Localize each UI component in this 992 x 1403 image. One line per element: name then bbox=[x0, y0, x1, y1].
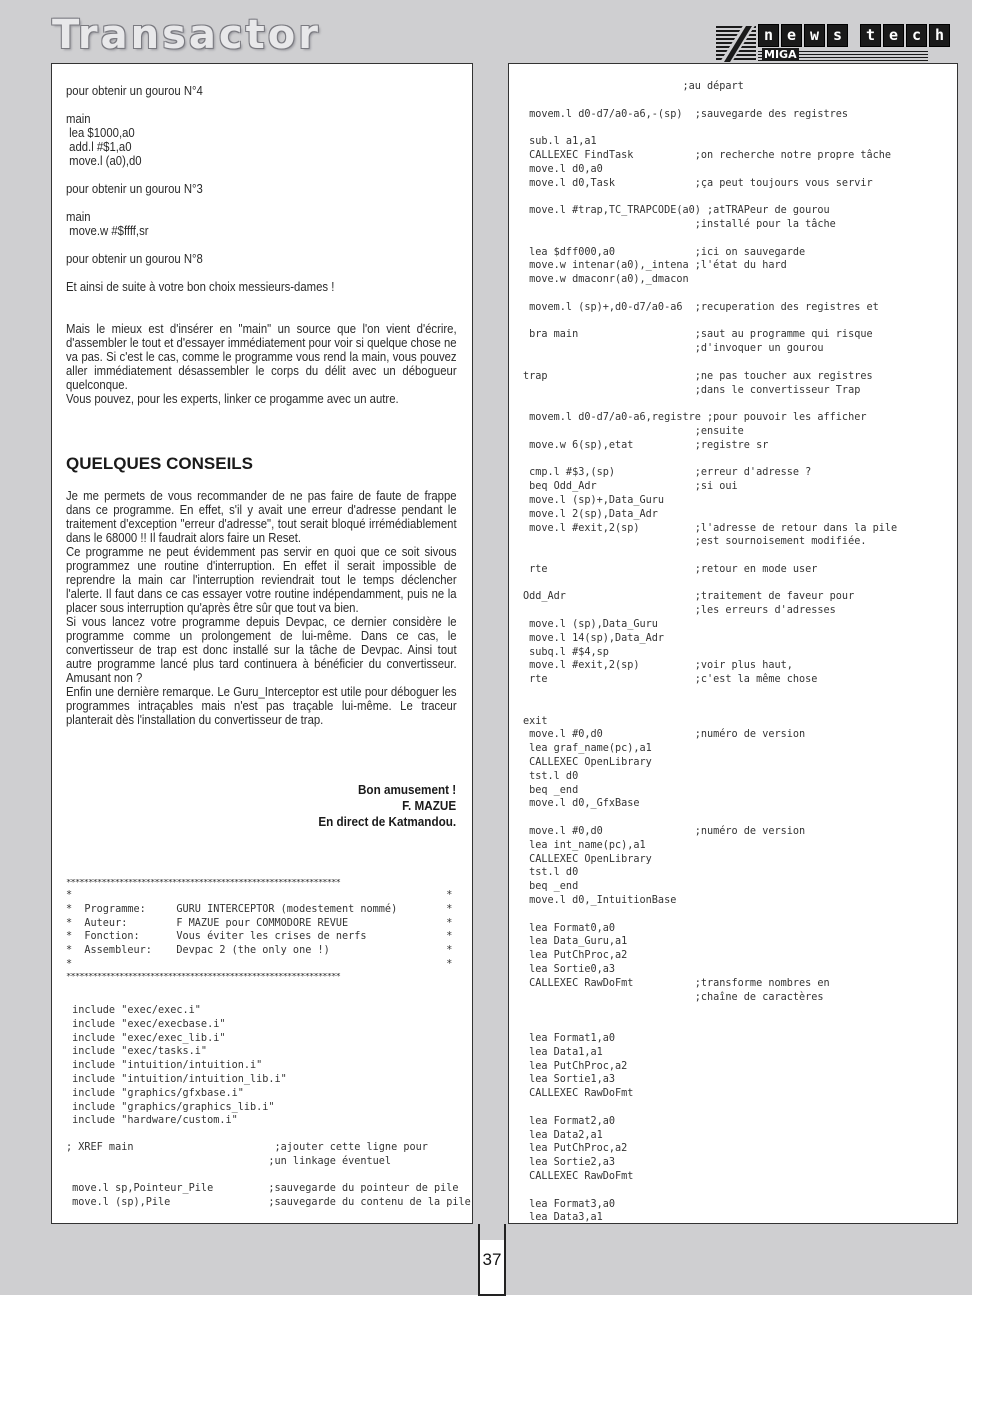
logo-letter: e bbox=[781, 24, 802, 47]
code-setup: ; XREF main ;ajouter cette ligne pour ;un linkage éventuel move.l sp,Pointeur_Pile ;sauvegarde du pointeur de pile move.l (sp),Pile ;sauvegarde du contenu de la pile bbox=[66, 1142, 471, 1209]
intro-line: lea $1000,a0 bbox=[66, 126, 135, 140]
intro-line: move.l (a0),d0 bbox=[66, 154, 142, 168]
paragraph: Je me permets de vous recommander de ne pas faire de faute de frappe dans ce programme. En effet, s'il y avait une erreur d'adresse pendant le traitement d'exception "erreur d'adresse", tout serait bloqué irrémédiablement dans le 68000 !! Il faudrait alors faire un Reset. bbox=[66, 489, 457, 545]
intro-line bbox=[66, 196, 419, 210]
amiga-logo-icon bbox=[716, 24, 756, 62]
code-border-top: ************************************************************** bbox=[66, 879, 340, 887]
signature bbox=[318, 782, 456, 830]
logo-letter: w bbox=[804, 24, 825, 47]
intro-line: main bbox=[66, 210, 91, 224]
intro-line: main bbox=[66, 112, 91, 126]
code-listing: ;au départ movem.l d0-d7/a0-a6,-(sp) ;sauvegarde des registres sub.l a1,a1 CALLEXEC FindTask ;on recherche notre propre tâche move.l d0,a0 move.l d0,Task ;ça peut toujours vous servir move.l #trap,TC_TRAPCODE(a0) ;atTRAPeur de gourou ;installé pour la tâche lea $dff000,a0 ;ici on sauvegarde move.w intenar(a0),_intena ;l'état du hard move.w dmaconr(a0),_dmacon movem.l (sp)+,d0-d7/a0-a6 ;recuperation des registres et bra main ;saut au programme qui risque ;d'invoquer un gourou trap ;ne pas toucher aux registres ;dans le convertisseur Trap movem.l d0-d7/a0-a6,registre ;pour pouvoir les afficher ;ensuite move.w 6(sp),etat ;registre sr cmp.l #$3,(sp) ;erreur d'adresse ? beq Odd_Adr ;si oui move.l (sp)+,Data_Guru move.l 2(sp),Data_Adr move.l #exit,2(sp) ;l'adresse de retour dans la pile ;est sournoisement modifiée. rte ;retour en mode user Odd_Adr ;traitement de faveur pour ;les erreurs d'adresses move.l (sp),Data_Guru move.l 14(sp),Data_Adr subq.l #$4,sp move.l #exit,2(sp) ;voir plus haut, rte ;c'est la même chose exit move.l #0,d0 ;numéro de version lea graf_name(pc),a1 CALLEXEC OpenLibrary tst.l d0 beq _end move.l d0,_GfxBase move.l #0,d0 ;numéro de version lea int_name(pc),a1 CALLEXEC OpenLibrary tst.l d0 beq _end move.l d0,_IntuitionBase lea Format0,a0 lea Data_Guru,a1 lea PutChProc,a2 lea Sortie0,a3 CALLEXEC RawDoFmt ;transforme nombres en ;chaîne de caractères lea Format1,a0 lea Data1,a1 lea PutChProc,a2 lea Sortie1,a3 CALLEXEC RawDoFmt lea Format2,a0 lea Data2,a1 lea PutChProc,a2 lea Sortie2,a3 CALLEXEC RawDoFmt lea Format3,a0 lea Data3,a1 bbox=[523, 81, 898, 1224]
left-column bbox=[51, 63, 473, 1224]
intro-line: Et ainsi de suite à votre bon choix messieurs-dames ! bbox=[66, 280, 335, 294]
intro-line: pour obtenir un gourou N°4 bbox=[66, 84, 203, 98]
logo-subtitle-text: MIGA bbox=[764, 48, 797, 61]
page-number-tab bbox=[478, 1240, 506, 1296]
code-header-comment: * * * Programme: GURU INTERCEPTOR (modestement nommé) * * Auteur: F MAZUE pour COMMODORE REVUE * * Fonction: Vous éviter les crises de nerfs * * Assembleur: Devpac 2 (the only one !) * * * bbox=[66, 890, 453, 970]
intro-line bbox=[66, 266, 419, 280]
logo-letter: h bbox=[929, 24, 950, 47]
logo-letters bbox=[758, 24, 950, 47]
logo-letter: s bbox=[827, 24, 848, 47]
right-column bbox=[508, 63, 958, 1224]
intro-text bbox=[66, 84, 419, 294]
logo-letter: n bbox=[758, 24, 779, 47]
page-number: 37 bbox=[482, 1250, 502, 1269]
section-heading: QUELQUES CONSEILS bbox=[66, 454, 254, 473]
sign-line: En direct de Katmandou. bbox=[318, 814, 456, 829]
paragraph: Ce programme ne peut évidemment pas servir en quoi que ce soit sivous programmez une routine d'interruption. En effet il serait impossible de reprendre la main car l'interruption reviendrait tout le temps déclencher l'alerte. Il faut dans ce cas essayer votre routine indépendamment, puis ne la placer sous interruption qu'après être sûr que tout va bien. bbox=[66, 545, 457, 615]
paragraph: Mais le mieux est d'insérer en "main" un source que l'on vient d'écrire, d'assembler le tout et d'essayer immédiatement pour voir si quelque chose ne va pas. Si c'est le cas, comme le programme vous rend la main, vous pouvez aller immédiatement désassembler le corps du délit avec un débogueur quelconque. bbox=[66, 322, 457, 392]
paragraph: Enfin une dernière remarque. Le Guru_Interceptor est utile pour déboguer les programmes intraçables mais n'est pas traçable lui-même. Le traceur planterait dès l'installation du convertisseur de trap. bbox=[66, 685, 457, 727]
logo-subtitle bbox=[758, 49, 928, 61]
sign-line: Bon amusement ! bbox=[357, 782, 456, 797]
logo-letter: t bbox=[860, 24, 881, 47]
intro-line: move.w #$ffff,sr bbox=[66, 224, 149, 238]
paragraph: Vous pouvez, pour les experts, linker ce progamme avec un autre. bbox=[66, 392, 399, 406]
logo-letter: c bbox=[906, 24, 927, 47]
intro-line bbox=[66, 98, 419, 112]
amiga-news-tech-logo bbox=[716, 24, 945, 62]
paragraph: Si vous lancez votre programme depuis Devpac, ce dernier considère le programme comme un prolongement de lui-même. Dans ce cas, le convertisseur de trap est donc installé sur la tâche de Devpac. Ainsi tout autre programme lancé plus tard continuera à bénéficier du convertisseur. Amusant non ? bbox=[66, 615, 457, 685]
intro-line: add.l #$1,a0 bbox=[66, 140, 132, 154]
author-name: F. MAZUE bbox=[402, 798, 456, 813]
magazine-title: Transactor bbox=[52, 12, 321, 58]
intro-line: pour obtenir un gourou N°8 bbox=[66, 252, 203, 266]
code-border-bottom: ************************************************************** bbox=[66, 973, 340, 981]
conseils-text bbox=[66, 489, 457, 727]
intro-line bbox=[66, 238, 419, 252]
paragraph-main bbox=[66, 322, 457, 406]
intro-line: pour obtenir un gourou N°3 bbox=[66, 182, 203, 196]
logo-letter: e bbox=[883, 24, 904, 47]
intro-line bbox=[66, 168, 419, 182]
code-includes: include "exec/exec.i" include "exec/execbase.i" include "exec/exec_lib.i" include "exec/tasks.i" include "intuition/intuition.i" include "intuition/intuition_lib.i" include "graphics/gfxbase.i" include "graphics/graphics_lib.i" include "hardware/custom.i" bbox=[72, 1005, 287, 1127]
